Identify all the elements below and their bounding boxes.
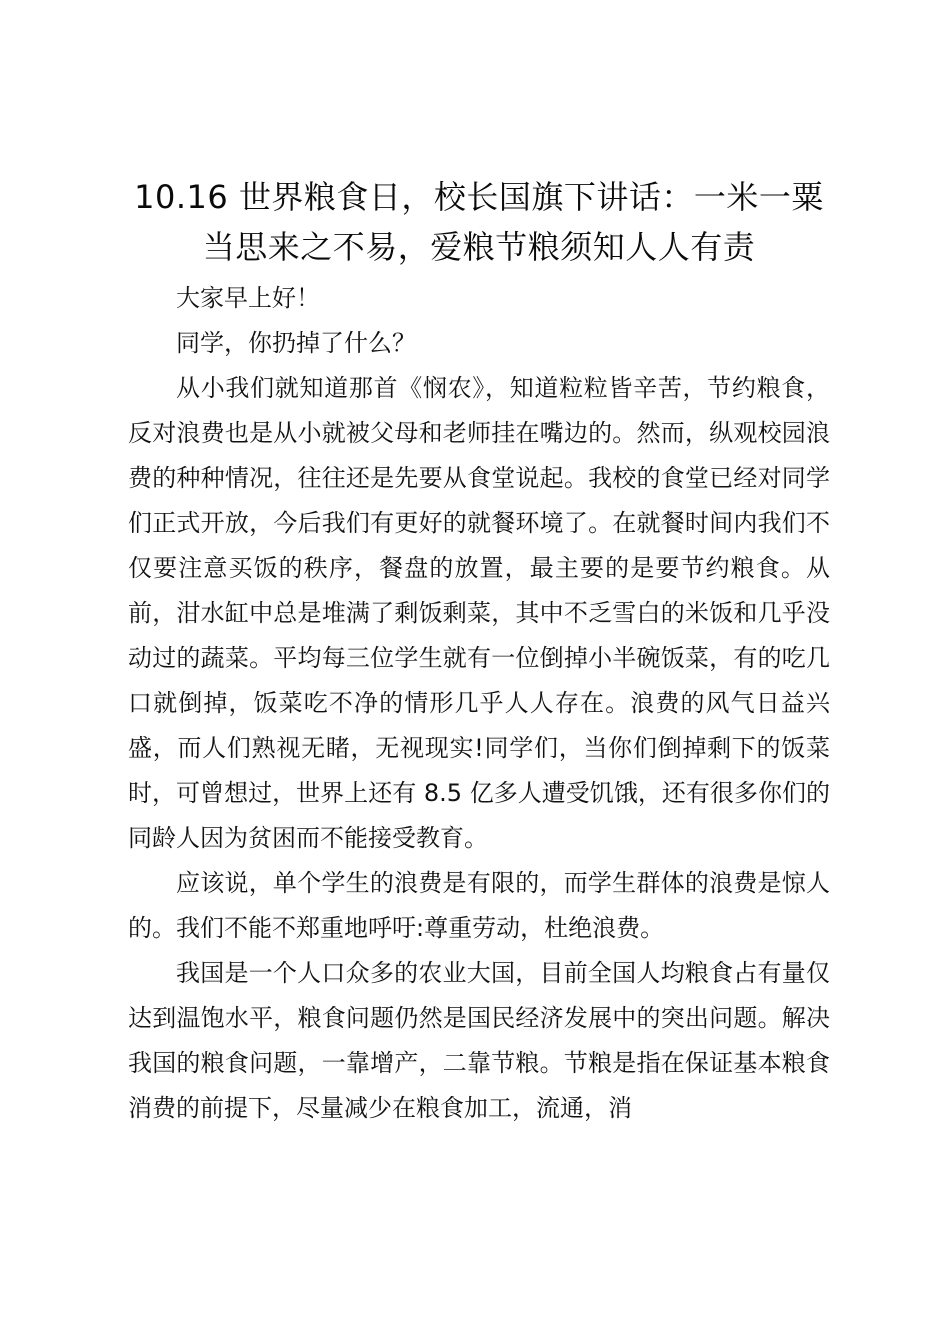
paragraph-body-2: 应该说，单个学生的浪费是有限的，而学生群体的浪费是惊人的。我们不能不郑重地呼吁:尊重劳动，杜绝浪费。 [128, 869, 830, 942]
paragraph-body-3: 我国是一个人口众多的农业大国，目前全国人均粮食占有量仅达到温饱水平，粮食问题仍然是国民经济发展中的突出问题。解决我国的粮食问题，一靠增产，二靠节粮。节粮是指在保证基本粮食消费的前提下，尽量减少在粮食加工，流通，消 [128, 959, 830, 1122]
paragraph-question: 同学，你扔掉了什么？ [176, 329, 416, 357]
document-title: 10.16 世界粮食日，校长国旗下讲话：一米一粟当思来之不易，爱粮节粮须知人人有责 [134, 178, 824, 266]
paragraph-body-1: 从小我们就知道那首《悯农》，知道粒粒皆辛苦，节约粮食，反对浪费也是从小就被父母和老师挂在嘴边的。然而，纵观校园浪费的种种情况，往往还是先要从食堂说起。我校的食堂已经对同学们正式开放，今后我们有更好的就餐环境了。在就餐时间内我们不仅要注意买饭的秩序，餐盘的放置，最主要的是要节约粮食。从前，泔水缸中总是堆满了剩饭剩菜，其中不乏雪白的米饭和几乎没动过的蔬菜。平均每三位学生就有一位倒掉小半碗饭菜，有的吃几口就倒掉，饭菜吃不净的情形几乎人人存在。浪费的风气日益兴盛，而人们熟视无睹，无视现实!同学们，当你们倒掉剩下的饭菜时，可曾想过，世界上还有 8.5 亿多人遭受饥饿，还有很多你们的同龄人因为贫困而不能接受教育。 [128, 374, 830, 852]
paragraph-greeting: 大家早上好！ [176, 284, 320, 312]
document-body [128, 172, 830, 1131]
